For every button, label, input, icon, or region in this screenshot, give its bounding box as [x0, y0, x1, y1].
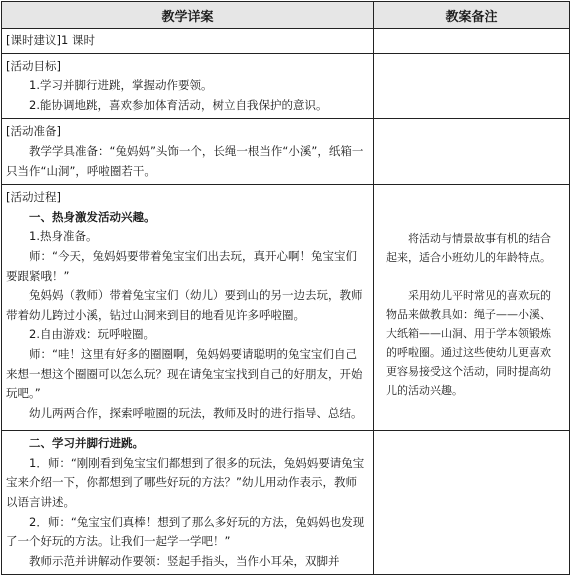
row-suggestion — [2, 29, 570, 54]
notes-cell-empty — [374, 431, 570, 575]
process-paragraph: 师：“哇！这里有好多的圈圈啊，兔妈妈要请聪明的兔宝宝们自己来想一想这个圈圈可以怎么玩？现在请兔宝宝找到自己的好朋友，开始玩吧。” — [6, 346, 363, 401]
process-paragraph: 幼儿两两合作，探索呼啦圈的玩法，教师及时的进行指导、总结。 — [29, 405, 363, 420]
notes-cell — [374, 185, 570, 431]
part2-paragraph: 教师示范并讲解动作要领：竖起手指头，当作小耳朵，双脚并 — [29, 553, 340, 568]
goal-item: 2.能协调地跳，喜欢参加体育活动，树立自我保护的意识。 — [29, 97, 328, 112]
note-1: 将活动与情景故事有机的结合起来，适合小班幼儿的年龄特点。 — [386, 232, 551, 265]
process-title: [活动过程] — [6, 190, 61, 205]
header-notes: 教案备注 — [374, 2, 570, 29]
notes-cell-empty — [374, 29, 570, 54]
process-paragraph: 兔妈妈（教师）带着兔宝宝们（幼儿）要到山的另一边去玩，教师带着幼儿跨过小溪，钻过山洞来到目的地看见许多呼啦圈。 — [6, 288, 363, 322]
header-row — [2, 2, 570, 29]
goal-item: 1.学习并脚行进跳，掌握动作要领。 — [29, 78, 213, 93]
process-paragraph: 1.热身准备。 — [29, 229, 98, 244]
process-paragraph: 师：“今天，兔妈妈要带着兔宝宝们出去玩，真开心啊！兔宝宝们要跟紧哦！” — [6, 248, 357, 283]
prep-title: [活动准备] — [6, 124, 61, 139]
row-prep — [2, 119, 570, 185]
row-goals — [2, 53, 570, 119]
notes-cell-empty — [374, 53, 570, 119]
note-2: 采用幼儿平时常见的喜欢玩的物品来做教具如：绳子——小溪、大纸箱——山洞、用于学本领锻炼的呼啦圈。通过这些使幼儿更喜欢更容易接受这个活动，同时提高幼儿的活动兴趣。 — [386, 289, 551, 398]
part2-paragraph: 2．师：“兔宝宝们真棒！想到了那么多好玩的方法，兔妈妈也发现了一个好玩的方法。让我们一起学一学吧！” — [6, 514, 365, 549]
prep-text: 教学学具准备：“兔妈妈”头饰一个，长绳一根当作“小溪”，纸箱一只当作“山洞”，呼啦圈若干。 — [6, 143, 364, 178]
process-paragraph: 2.自由游戏：玩呼啦圈。 — [29, 327, 155, 342]
part2-heading: 二、学习并脚行进跳。 — [29, 436, 144, 451]
suggestion-value: 1 课时 — [60, 33, 95, 47]
row-process — [2, 185, 570, 431]
header-lesson-detail: 教学详案 — [2, 2, 374, 29]
row-part2 — [2, 431, 570, 575]
suggestion-title: [课时建议] — [6, 33, 61, 47]
goals-title: [活动目标] — [6, 58, 61, 73]
lesson-plan-table — [1, 1, 570, 575]
notes-cell-empty — [374, 119, 570, 185]
part2-paragraph: 1．师：“刚刚看到兔宝宝们都想到了很多的玩法，兔妈妈要请兔宝宝来介绍一下，你都想到了哪些好玩的方法？”幼儿用动作表示，教师以语言讲述。 — [6, 455, 365, 509]
part1-heading: 一、热身激发活动兴趣。 — [29, 209, 156, 224]
